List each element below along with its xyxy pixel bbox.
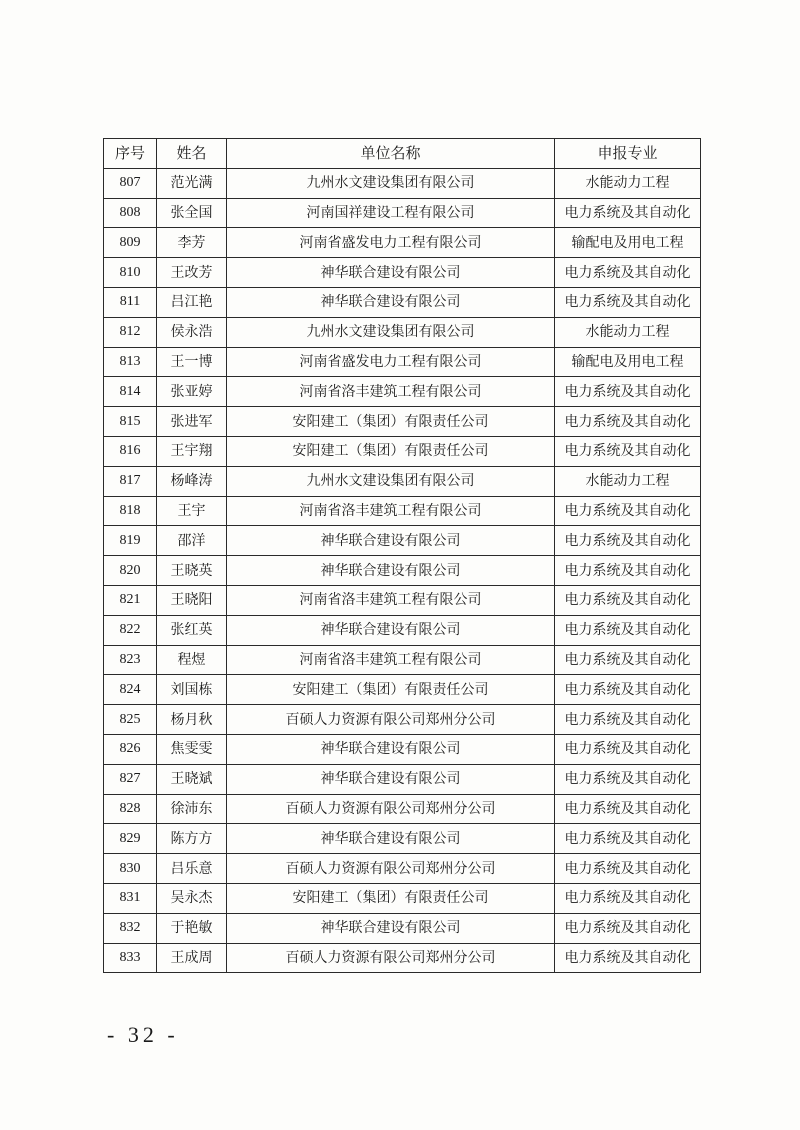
organization-cell: 安阳建工（集团）有限责任公司	[227, 407, 555, 437]
organization-cell: 九州水文建设集团有限公司	[227, 168, 555, 198]
table-row	[104, 436, 701, 466]
name-cell: 王晓斌	[157, 764, 227, 794]
organization-cell: 百硕人力资源有限公司郑州分公司	[227, 705, 555, 735]
organization-cell: 河南省盛发电力工程有限公司	[227, 228, 555, 258]
organization-cell: 神华联合建设有限公司	[227, 258, 555, 288]
name-cell: 王宇	[157, 496, 227, 526]
organization-cell: 安阳建工（集团）有限责任公司	[227, 883, 555, 913]
name-cell: 陈方方	[157, 824, 227, 854]
organization-cell: 河南国祥建设工程有限公司	[227, 198, 555, 228]
organization-cell: 神华联合建设有限公司	[227, 913, 555, 943]
table-row	[104, 615, 701, 645]
major-cell: 水能动力工程	[555, 466, 701, 496]
table-row	[104, 496, 701, 526]
name-cell: 焦雯雯	[157, 734, 227, 764]
name-cell: 徐沛东	[157, 794, 227, 824]
table-row	[104, 943, 701, 973]
table-row	[104, 794, 701, 824]
major-cell: 电力系统及其自动化	[555, 377, 701, 407]
table-row	[104, 675, 701, 705]
table-row	[104, 705, 701, 735]
major-cell: 电力系统及其自动化	[555, 526, 701, 556]
header-name: 姓名	[157, 139, 227, 169]
organization-cell: 河南省洛丰建筑工程有限公司	[227, 377, 555, 407]
serial-number-cell: 818	[104, 496, 157, 526]
name-cell: 侯永浩	[157, 317, 227, 347]
serial-number-cell: 808	[104, 198, 157, 228]
table-body	[104, 168, 701, 973]
serial-number-cell: 821	[104, 585, 157, 615]
serial-number-cell: 824	[104, 675, 157, 705]
major-cell: 水能动力工程	[555, 317, 701, 347]
name-cell: 王晓阳	[157, 585, 227, 615]
table-row	[104, 883, 701, 913]
table-row	[104, 824, 701, 854]
serial-number-cell: 816	[104, 436, 157, 466]
organization-cell: 百硕人力资源有限公司郑州分公司	[227, 854, 555, 884]
organization-cell: 神华联合建设有限公司	[227, 526, 555, 556]
serial-number-cell: 813	[104, 347, 157, 377]
name-cell: 邵洋	[157, 526, 227, 556]
table-row	[104, 556, 701, 586]
major-cell: 电力系统及其自动化	[555, 824, 701, 854]
name-cell: 李芳	[157, 228, 227, 258]
organization-cell: 神华联合建设有限公司	[227, 764, 555, 794]
name-cell: 吕乐意	[157, 854, 227, 884]
table-row	[104, 198, 701, 228]
header-serial-number: 序号	[104, 139, 157, 169]
major-cell: 电力系统及其自动化	[555, 436, 701, 466]
major-cell: 输配电及用电工程	[555, 347, 701, 377]
name-cell: 王晓英	[157, 556, 227, 586]
major-cell: 水能动力工程	[555, 168, 701, 198]
name-cell: 于艳敏	[157, 913, 227, 943]
serial-number-cell: 812	[104, 317, 157, 347]
major-cell: 电力系统及其自动化	[555, 258, 701, 288]
name-cell: 张亚婷	[157, 377, 227, 407]
table-row	[104, 466, 701, 496]
organization-cell: 九州水文建设集团有限公司	[227, 466, 555, 496]
major-cell: 电力系统及其自动化	[555, 883, 701, 913]
major-cell: 电力系统及其自动化	[555, 496, 701, 526]
table-row	[104, 317, 701, 347]
major-cell: 电力系统及其自动化	[555, 556, 701, 586]
serial-number-cell: 827	[104, 764, 157, 794]
serial-number-cell: 830	[104, 854, 157, 884]
table-row	[104, 287, 701, 317]
organization-cell: 河南省盛发电力工程有限公司	[227, 347, 555, 377]
organization-cell: 九州水文建设集团有限公司	[227, 317, 555, 347]
major-cell: 电力系统及其自动化	[555, 913, 701, 943]
serial-number-cell: 809	[104, 228, 157, 258]
serial-number-cell: 807	[104, 168, 157, 198]
organization-cell: 河南省洛丰建筑工程有限公司	[227, 585, 555, 615]
table-row	[104, 585, 701, 615]
table-row	[104, 377, 701, 407]
serial-number-cell: 814	[104, 377, 157, 407]
major-cell: 电力系统及其自动化	[555, 198, 701, 228]
organization-cell: 安阳建工（集团）有限责任公司	[227, 436, 555, 466]
table-row	[104, 258, 701, 288]
header-organization: 单位名称	[227, 139, 555, 169]
serial-number-cell: 819	[104, 526, 157, 556]
table-row	[104, 913, 701, 943]
organization-cell: 百硕人力资源有限公司郑州分公司	[227, 943, 555, 973]
name-cell: 王改芳	[157, 258, 227, 288]
name-cell: 刘国栋	[157, 675, 227, 705]
organization-cell: 河南省洛丰建筑工程有限公司	[227, 645, 555, 675]
roster-table	[103, 138, 701, 973]
name-cell: 王宇翔	[157, 436, 227, 466]
name-cell: 范光满	[157, 168, 227, 198]
serial-number-cell: 833	[104, 943, 157, 973]
table-row	[104, 526, 701, 556]
serial-number-cell: 820	[104, 556, 157, 586]
name-cell: 吴永杰	[157, 883, 227, 913]
table-row	[104, 228, 701, 258]
name-cell: 王一博	[157, 347, 227, 377]
table-row	[104, 645, 701, 675]
header-major: 申报专业	[555, 139, 701, 169]
name-cell: 杨月秋	[157, 705, 227, 735]
name-cell: 吕江艳	[157, 287, 227, 317]
table-row	[104, 854, 701, 884]
serial-number-cell: 811	[104, 287, 157, 317]
major-cell: 电力系统及其自动化	[555, 645, 701, 675]
name-cell: 张进军	[157, 407, 227, 437]
major-cell: 电力系统及其自动化	[555, 615, 701, 645]
organization-cell: 神华联合建设有限公司	[227, 615, 555, 645]
table-row	[104, 764, 701, 794]
major-cell: 电力系统及其自动化	[555, 734, 701, 764]
serial-number-cell: 829	[104, 824, 157, 854]
major-cell: 输配电及用电工程	[555, 228, 701, 258]
name-cell: 张全国	[157, 198, 227, 228]
major-cell: 电力系统及其自动化	[555, 287, 701, 317]
major-cell: 电力系统及其自动化	[555, 585, 701, 615]
table-row	[104, 168, 701, 198]
name-cell: 张红英	[157, 615, 227, 645]
serial-number-cell: 822	[104, 615, 157, 645]
table-row	[104, 407, 701, 437]
major-cell: 电力系统及其自动化	[555, 764, 701, 794]
serial-number-cell: 832	[104, 913, 157, 943]
major-cell: 电力系统及其自动化	[555, 705, 701, 735]
page-number: - 32 -	[107, 1022, 179, 1047]
serial-number-cell: 815	[104, 407, 157, 437]
major-cell: 电力系统及其自动化	[555, 794, 701, 824]
serial-number-cell: 825	[104, 705, 157, 735]
serial-number-cell: 831	[104, 883, 157, 913]
serial-number-cell: 828	[104, 794, 157, 824]
major-cell: 电力系统及其自动化	[555, 407, 701, 437]
name-cell: 王成周	[157, 943, 227, 973]
table-row	[104, 734, 701, 764]
name-cell: 程煜	[157, 645, 227, 675]
serial-number-cell: 817	[104, 466, 157, 496]
name-cell: 杨峰涛	[157, 466, 227, 496]
table-row	[104, 347, 701, 377]
organization-cell: 神华联合建设有限公司	[227, 734, 555, 764]
serial-number-cell: 823	[104, 645, 157, 675]
table-header-row	[104, 139, 701, 169]
serial-number-cell: 810	[104, 258, 157, 288]
organization-cell: 神华联合建设有限公司	[227, 556, 555, 586]
organization-cell: 百硕人力资源有限公司郑州分公司	[227, 794, 555, 824]
major-cell: 电力系统及其自动化	[555, 943, 701, 973]
organization-cell: 河南省洛丰建筑工程有限公司	[227, 496, 555, 526]
major-cell: 电力系统及其自动化	[555, 854, 701, 884]
major-cell: 电力系统及其自动化	[555, 675, 701, 705]
organization-cell: 安阳建工（集团）有限责任公司	[227, 675, 555, 705]
organization-cell: 神华联合建设有限公司	[227, 824, 555, 854]
serial-number-cell: 826	[104, 734, 157, 764]
organization-cell: 神华联合建设有限公司	[227, 287, 555, 317]
